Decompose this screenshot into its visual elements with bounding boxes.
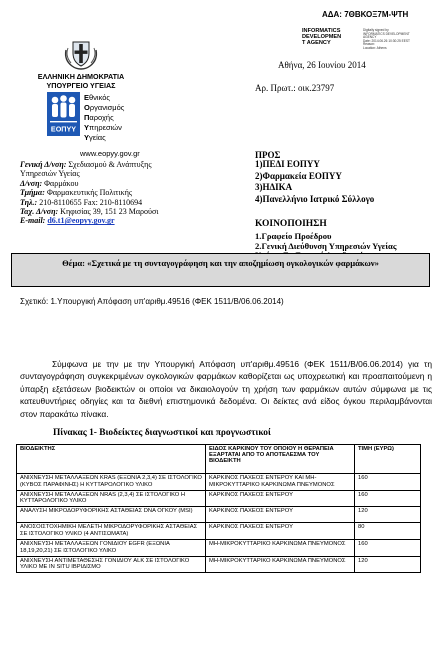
- organization-acronym: [84, 93, 124, 143]
- recipients-list: [255, 159, 374, 205]
- stamp-line: DEVELOPMEN: [302, 34, 342, 40]
- cancer-type-cell: ΚΑΡΚΙΝΟΣ ΠΑΧΕΟΣ ΕΝΤΕΡΟΥ ΚΑΙ ΜΗ-ΜΙΚΡΟΚΥΤΤΑΡΙΚΟ ΚΑΡΚΙΝΩΜΑ ΠΝΕΥΜΟΝΟΣ: [206, 474, 355, 491]
- email-link[interactable]: d6.t1@eopyy.gov.gr: [47, 216, 115, 226]
- column-header: ΤΙΜΗ (ΕΥΡΩ): [355, 445, 421, 474]
- recipients-title: ΠΡΟΣ: [255, 150, 281, 160]
- stamp-signature-line: Digitally signed by: [363, 28, 389, 32]
- ministry-name: ΥΠΟΥΡΓΕΙΟ ΥΓΕΙΑΣ: [46, 81, 116, 90]
- table-row: [17, 540, 421, 557]
- biomarker-cell: ΑΝΙΧΝΕΥΣΗ ΑΝΤΙΜΕΤΑΘΕΣΗΣ ΓΟΝΙΔΙΟΥ ALK ΣΕ ΙΣΤΟΛΟΓΙΚΟ ΥΛΙΚΟ ΜΕ IN SITU ΙΒΡΙΔΙΣΜΟ: [17, 556, 206, 573]
- stamp-signature-line: Date: 2014.06.26 10:30:25 EEST: [363, 38, 410, 43]
- stamp-signature-line: Location: Athens: [363, 45, 387, 50]
- price-cell: 120: [355, 507, 421, 523]
- biomarker-cell: ΑΝΙΧΝΕΥΣΗ ΜΕΤΑΛΛΑΞΕΩΝ ΓΟΝΙΔΙΟΥ EGFR (ΕΞΩΝΙΑ 18,19,20,21) ΣΕ ΙΣΤΟΛΟΓΙΚΟ ΥΛΙΚΟ: [17, 540, 206, 557]
- sender-line: E-mail: d6.t1@eopyy.gov.gr: [20, 216, 115, 226]
- biomarker-cell: ΑΝΙΧΝΕΥΣΗ ΜΕΤΑΛΛΑΞΕΩΝ KRAS (ΕΞΩΝΙΑ 2,3,4) ΣΕ ΙΣΤΟΛΟΓΙΚΟ (ΚΥΒΟΣ ΠΑΡΑΦΙΝΗΣ) Η ΚΥΤΤΑΡΟΛΟΓΙΚΟ ΥΛΙΚΟ: [17, 474, 206, 491]
- biomarker-cell: ΑΝΙΧΝΕΥΣΗ ΜΕΤΑΛΛΑΞΕΩΝ NRAS (2,3,4) ΣΕ ΙΣΤΟΛΟΓΙΚΟ Η ΚΥΤΤΑΡΟΛΟΓΙΚΟ ΥΛΙΚΟ: [17, 490, 206, 507]
- sender-line: Υπηρεσιών Υγείας: [20, 169, 80, 179]
- column-header: ΒΙΟΔΕΙΚΤΗΣ: [17, 445, 206, 474]
- table-caption: Πίνακας 1- Βιοδείκτες διαγνωστικοί και προγνωστικοί: [53, 428, 271, 438]
- table-row: [17, 507, 421, 523]
- ada-number: ΑΔΑ: 7ΘΒΚΟΞ7Μ-ΨΤΗ: [322, 10, 409, 19]
- column-header: ΕΙΔΟΣ ΚΑΡΚΙΝΟΥ ΤΟΥ ΟΠΟΙΟΥ Η ΘΕΡΑΠΕΙΑ ΕΞΑΡΤΑΤΑΙ ΑΠΟ ΤΟ ΑΠΟΤΕΛΕΣΜΑ ΤΟΥ ΒΙΟΔΕΙΚΤΗ: [206, 445, 355, 474]
- subject-box: Θέμα: «Σχετικά με τη συνταγογράφηση και την αποζημίωση ογκολογικών φαρμάκων»: [11, 253, 430, 287]
- biomarker-cell: ΑΝΑΛΥΣΗ ΜΙΚΡΟΔΟΡΥΦΟΡΙΚΗΣ ΑΣΤΑΘΕΙΑΣ DNA ΟΓΚΟΥ (MSI): [17, 507, 206, 523]
- cancer-type-cell: ΜΗ-ΜΙΚΡΟΚΥΤΤΑΡΙΚΟ ΚΑΡΚΙΝΩΜΑ ΠΝΕΥΜΟΝΟΣ: [206, 556, 355, 573]
- cancer-type-cell: ΚΑΡΚΙΝΟΣ ΠΑΧΕΟΣ ΕΝΤΕΡΟΥ: [206, 523, 355, 540]
- recipient-item: 4)Πανελλήνιο Ιατρικό Σύλλογο: [255, 193, 375, 204]
- sender-line: Τηλ.: 210-8110655 Fax: 210-8110694: [20, 197, 143, 207]
- acronym-line: Υπηρεσιών: [84, 123, 122, 132]
- stamp-line: INFORMATICS: [302, 28, 341, 34]
- acronym-line: Εθνικός: [84, 93, 111, 102]
- recipient-item: 3)ΗΔΙΚΑ: [255, 182, 293, 193]
- cc-item: 2.Γενική Διεύθυνση Υπηρεσιών Υγείας: [255, 240, 397, 251]
- table-header-row: [17, 445, 421, 474]
- recipient-item: 1)ΠΕΔΙ ΕΟΠΥΥ: [255, 159, 320, 169]
- acronym-line: Οργανισμός: [84, 103, 125, 112]
- sender-line: Ταχ. Δ/νση: Κηφισίας 39, 151 23 Μαρούσι: [20, 207, 159, 217]
- table-row: [17, 556, 421, 573]
- table-row: [17, 490, 421, 507]
- biomarkers-table: [16, 444, 421, 573]
- logo-label: ΕΟΠΥΥ: [50, 124, 77, 134]
- stamp-line: T AGENCY: [302, 40, 331, 46]
- related-reference: Σχετικό: 1.Υπουργική Απόφαση υπ'αριθμ.49516 (ΦΕΚ 1511/Β/06.06.2014): [20, 297, 284, 306]
- website-url: www.eopyy.gov.gr: [80, 149, 140, 158]
- signature-stamp-agency: [302, 28, 341, 46]
- sender-line: Τμήμα: Φαρμακευτικής Πολιτικής: [20, 188, 133, 198]
- sender-line: Δ/νση: Φαρμάκου: [20, 178, 79, 188]
- eopyy-logo-icon: [47, 92, 80, 136]
- cancer-type-cell: ΜΗ-ΜΙΚΡΟΚΥΤΤΑΡΙΚΟ ΚΑΡΚΙΝΩΜΑ ΠΝΕΥΜΟΝΟΣ: [206, 540, 355, 557]
- cancer-type-cell: ΚΑΡΚΙΝΟΣ ΠΑΧΕΟΣ ΕΝΤΕΡΟΥ: [206, 507, 355, 523]
- recipient-item: 2)Φαρμακεία ΕΟΠΥΥ: [255, 170, 342, 181]
- price-cell: 160: [355, 474, 421, 491]
- protocol-number: Αρ. Πρωτ.: οικ.23797: [255, 83, 335, 93]
- price-cell: 80: [355, 523, 421, 540]
- document-date: Αθήνα, 26 Ιουνίου 2014: [278, 60, 366, 70]
- republic-name: ΕΛΛΗΝΙΚΗ ΔΗΜΟΚΡΑΤΙΑ: [37, 72, 125, 81]
- acronym-line: Υγείας: [84, 133, 106, 142]
- price-cell: 120: [355, 556, 421, 573]
- biomarker-cell: ΑΝΟΣΟΙΣΤΟΧΗΜΙΚΗ ΜΕΛΕΤΗ ΜΙΚΡΟΔΟΡΥΦΟΡΙΚΗΣ ΑΣΤΑΘΕΙΑΣ ΣΕ ΙΣΤΟΛΟΓΙΚΟ ΥΛΙΚΟ (4 ΑΝΤΙΣΩΜΑΤΑ): [17, 523, 206, 540]
- sender-block: [20, 160, 158, 226]
- cancer-type-cell: ΚΑΡΚΙΝΟΣ ΠΑΧΕΟΣ ΕΝΤΕΡΟΥ: [206, 490, 355, 507]
- stamp-signature-line: Reason:: [363, 42, 375, 47]
- table-row: [17, 523, 421, 540]
- coat-of-arms-icon: [62, 38, 100, 70]
- cc-title: ΚΟΙΝΟΠΟΙΗΣΗ: [255, 219, 327, 229]
- cc-item: 1.Γραφείο Προέδρου: [255, 231, 332, 241]
- sender-line: Γενική Δ/νση: Σχεδιασμού & Ανάπτυξης: [20, 160, 152, 169]
- signature-stamp-details: [363, 29, 415, 51]
- stamp-signature-line: INFORMATICS DEVELOPMENT AGENCY: [363, 31, 410, 40]
- acronym-line: Παροχής: [84, 113, 114, 122]
- table-row: [17, 474, 421, 491]
- price-cell: 160: [355, 490, 421, 507]
- body-paragraph: Σύμφωνα με την με την Υπουργική Απόφαση υπ'αριθμ.49516 (ΦΕΚ 1511/Β/06.06.2014) για τη συνταγογράφηση συγκεκριμένων ογκολογικών φαρμάκων καθορίζεται ως υποχρεωτική και προαπαιτούμενη η ύπαρξη εξετάσεων βιοδεικτών οι οποίοι να δικαιολογούν τη χρήση των φαρμάκων αυτών σύμφωνα με τις κατευθυντήριες οδηγίες και τα διεθνή επιστημονικά δεδομένα. Οι δείκτες ανά είδος όγκου περιλαμβάνονται στον παρακάτω πίνακα.: [20, 359, 432, 419]
- price-cell: 160: [355, 540, 421, 557]
